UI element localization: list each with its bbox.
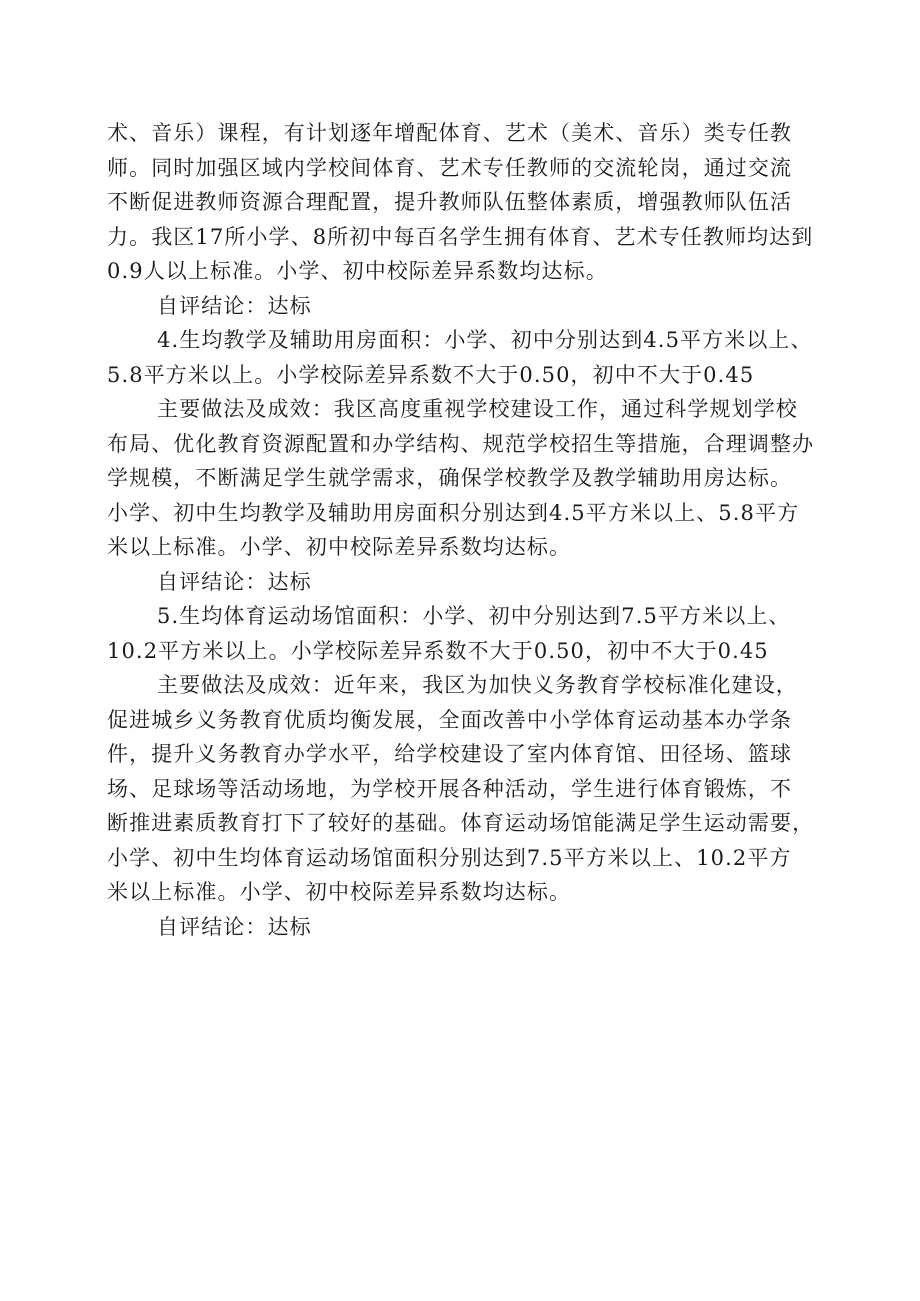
self-evaluation-conclusion: 自评结论：达标	[157, 293, 312, 318]
text-line: 力。我区17所小学、8所初中每百名学生拥有体育、艺术专任教师均达到	[107, 224, 814, 249]
text-line: 不断促进教师资源合理配置，提升教师队伍整体素质，增强教师队伍活	[107, 190, 793, 214]
indicator-heading: 4.生均教学及辅助用房面积：小学、初中分别达到4.5平方米以上、	[157, 328, 813, 352]
practice-paragraph-start: 主要做法及成效：近年来，我区为加快义务教育学校标准化建设，	[157, 673, 798, 697]
text-line: 小学、初中生均教学及辅助用房面积分别达到4.5平方米以上、5.8平方	[107, 500, 800, 525]
indicator-heading-cont: 10.2平方米以上。小学校际差异系数不大于0.50，初中不大于0.45	[107, 638, 769, 663]
indicator-heading: 5.生均体育运动场馆面积：小学、初中分别达到7.5平方米以上、	[157, 604, 791, 628]
text-line: 小学、初中生均体育运动场馆面积分别达到7.5平方米以上、10.2平方	[107, 845, 792, 870]
text-line: 0.9人以上标准。小学、初中校际差异系数均达标。	[107, 259, 608, 283]
text-line: 布局、优化教育资源配置和办学结构、规范学校招生等措施，合理调整办	[107, 431, 815, 456]
text-line: 断推进素质教育打下了较好的基础。体育运动场馆能满足学生运动需要，	[107, 811, 815, 835]
text-line: 学规模，不断满足学生就学需求，确保学校教学及教学辅助用房达标。	[107, 466, 793, 490]
self-evaluation-conclusion: 自评结论：达标	[157, 569, 312, 594]
text-line: 术、音乐）课程，有计划逐年增配体育、艺术（美术、音乐）类专任教	[107, 121, 793, 145]
text-line: 米以上标准。小学、初中校际差异系数均达标。	[107, 535, 572, 559]
indicator-heading-cont: 5.8平方米以上。小学校际差异系数不大于0.50，初中不大于0.45	[107, 362, 755, 387]
text-line: 促进城乡义务教育优质均衡发展，全面改善中小学体育运动基本办学条	[107, 707, 793, 732]
practice-paragraph-start: 主要做法及成效：我区高度重视学校建设工作，通过科学规划学校	[157, 397, 798, 421]
self-evaluation-conclusion: 自评结论：达标	[157, 914, 312, 939]
text-line: 场、足球场等活动场地，为学校开展各种活动，学生进行体育锻炼，不	[107, 776, 793, 801]
text-line: 师。同时加强区域内学校间体育、艺术专任教师的交流轮岗，通过交流	[107, 155, 793, 180]
text-line: 米以上标准。小学、初中校际差异系数均达标。	[107, 880, 572, 904]
document-body	[107, 116, 832, 944]
text-line: 件，提升义务教育办学水平，给学校建设了室内体育馆、田径场、篮球	[107, 742, 793, 766]
